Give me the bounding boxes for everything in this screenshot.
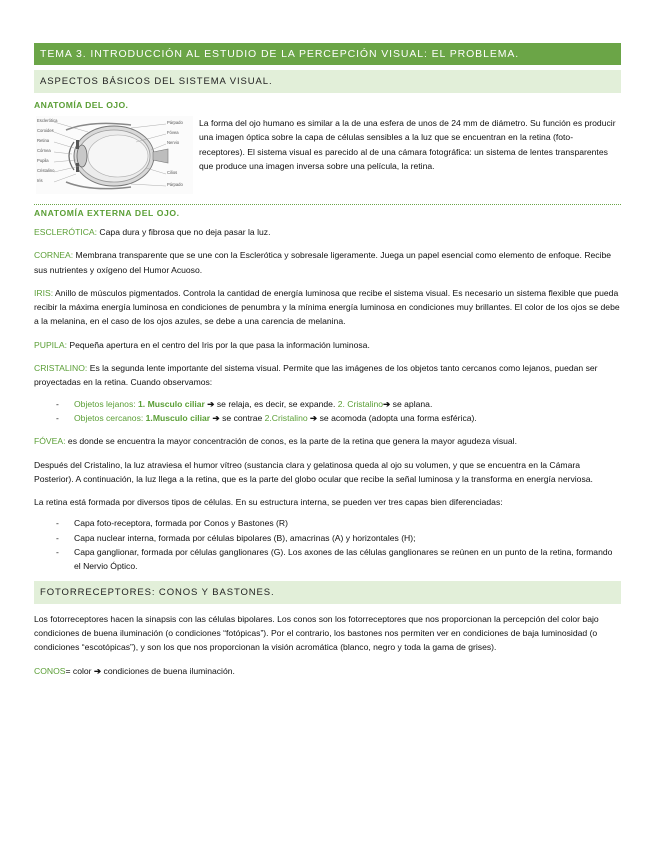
arrow-icon: ➔	[93, 665, 102, 676]
step-musculo-ciliar: 1.Musculo ciliar	[145, 412, 213, 423]
svg-text:Pupila: Pupila	[37, 158, 49, 163]
term-iris: IRIS:	[34, 287, 54, 298]
svg-text:Coroides: Coroides	[37, 128, 54, 133]
paragraph-conos	[34, 664, 621, 678]
svg-text:Retina: Retina	[37, 138, 50, 143]
paragraph-retina: La retina está formada por diversos tipos de células. En su estructura interna, se pueden ver tres capas bien diferenciadas:	[34, 497, 503, 508]
paragraph-esclerotica	[34, 225, 621, 239]
label-cercanos: Objetos cercanos:	[74, 412, 146, 423]
heading-anatomia-ojo: ANATOMÍA DEL OJO.	[34, 100, 129, 110]
term-fovea: FÓVEA:	[34, 436, 66, 447]
svg-text:Cilios: Cilios	[167, 170, 178, 175]
term-pupila: PUPILA:	[34, 339, 67, 350]
svg-text:Párpado: Párpado	[167, 182, 183, 187]
capas-list	[34, 516, 621, 573]
text-color: = color	[65, 665, 94, 676]
svg-text:Párpado: Párpado	[167, 120, 183, 125]
svg-text:Iris: Iris	[37, 178, 43, 183]
definition-iris: Anillo de músculos pigmentados. Controla la cantidad de energía luminosa que recibe el sistema visual. Es necesario un sistema flexible que pueda recibir la máxima energía luminosa en condiciones de penumbra y la mínima energía luminosa en condiciones muy brillantes. El color de los ojos se debe a la melanina, en el caso de los ojos azules, se debe a una carencia de melanina.	[34, 287, 620, 327]
definition-fovea: es donde se encuentra la mayor concentración de conos, es la parte de la retina que genera la mayor agudeza visual.	[65, 436, 517, 447]
svg-text:Esclerótica: Esclerótica	[37, 118, 58, 123]
dotted-divider	[34, 204, 621, 205]
list-item-capa: - Capa foto-receptora, formada por Conos y Bastones (R)	[56, 516, 621, 530]
svg-text:Fóvea: Fóvea	[167, 130, 179, 135]
paragraph-iris	[34, 286, 621, 329]
section-heading-aspectos: ASPECTOS BÁSICOS DEL SISTEMA VISUAL.	[34, 70, 621, 93]
eye-diagram-image	[36, 116, 193, 194]
paragraph-despues-cristalino: Después del Cristalino, la luz atraviesa el humor vítreo (sustancia clara y gelatinosa queda al ojo su volumen, y que se encuentra en la Cámara Posterior). A continuación, la luz llega a la retina, que es la parte del globo ocular que recibe la señal luminosa y la transforma en energía nerviosa.	[34, 459, 593, 484]
list-item-capa: - Capa nuclear interna, formada por células bipolares (B), amacrinas (A) y horizontales (H);	[56, 531, 621, 545]
step-cristalino: 2. Cristalino	[337, 398, 384, 409]
text-se-acomoda: se acomoda (adopta una forma esférica).	[317, 412, 477, 423]
term-cornea: CORNEA:	[34, 250, 74, 261]
text-se-aplana: se aplana.	[390, 398, 433, 409]
list-item-capa: - Capa ganglionar, formada por células ganglionares (G). Los axones de las células ganglionares se reúnen en un punto de la retina, formando el Nervio Óptico.	[56, 545, 621, 574]
step-cristalino: 2.Cristalino	[264, 412, 311, 423]
arrow-icon: ➔	[212, 412, 220, 423]
term-conos: CONOS	[34, 665, 66, 676]
paragraph-cristalino	[34, 361, 621, 390]
anatomia-paragraph: La forma del ojo humano es similar a la de una esfera de unos de 24 mm de diámetro. Su función es producir una imagen óptica sobre la capa de células sensibles a la luz que se encuentran en la retina (foto-receptores). El sistema visual es parecido al de una cámara fotográfica: un sistema de lentes transparentes que produce una imagen inversa sobre una película, la retina.	[199, 118, 616, 171]
list-item-cercanos	[56, 411, 621, 425]
term-esclerotica: ESCLERÓTICA:	[34, 227, 98, 237]
svg-text:Cristalino: Cristalino	[37, 168, 55, 173]
anatomia-block	[34, 114, 621, 204]
definition-esclerotica: Capa dura y fibrosa que no deja pasar la luz.	[97, 227, 271, 237]
svg-text:Córnea: Córnea	[37, 148, 51, 153]
paragraph-fotorreceptores: Los fotorreceptores hacen la sinapsis con las células bipolares. Los conos son los fotorreceptores que nos proporcionan la percepción del color bajo condiciones de buena iluminación (o condiciones “fotópicas”). Por el contrario, los bastones nos permiten ver en condiciones de baja luminosidad (o condiciones “escotópicas”), y son los que nos proporcionan la visión acromática (blanco, negro y toda la gama de grises).	[34, 613, 599, 653]
section-heading-fotorreceptores: FOTORRECEPTORES: CONOS Y BASTONES.	[34, 581, 621, 604]
document-page	[34, 43, 621, 678]
text-se-relaja: se relaja, es decir, se expande.	[214, 398, 338, 409]
document-title: TEMA 3. INTRODUCCIÓN AL ESTUDIO DE LA PERCEPCIÓN VISUAL: EL PROBLEMA.	[34, 43, 621, 65]
paragraph-cornea	[34, 248, 621, 277]
definition-cristalino: Es la segunda lente importante del sistema visual. Permite que las imágenes de los objetos tanto cercanos como lejanos, puedan ser proyectadas en la retina. Cuando observamos:	[34, 363, 598, 388]
list-item-lejanos	[56, 397, 621, 411]
cristalino-list	[34, 397, 621, 426]
definition-cornea: Membrana transparente que se une con la Esclerótica y sobresale ligeramente. Juega un papel esencial como elemento de enfoque. Recibe sus nutrientes y oxígeno del Humor Acuoso.	[34, 250, 612, 275]
paragraph-fovea	[34, 434, 621, 448]
paragraph-pupila	[34, 338, 621, 352]
arrow-icon: ➔	[383, 398, 391, 409]
term-cristalino: CRISTALINO:	[34, 363, 88, 374]
label-lejanos: Objetos lejanos:	[74, 398, 139, 409]
text-se-contrae: se contrae	[219, 412, 265, 423]
arrow-icon: ➔	[310, 412, 318, 423]
text-condiciones: condiciones de buena iluminación.	[101, 665, 235, 676]
heading-anatomia-externa: ANATOMÍA EXTERNA DEL OJO.	[34, 208, 180, 218]
definition-pupila: Pequeña apertura en el centro del Iris por la que pasa la información luminosa.	[66, 339, 370, 350]
svg-text:Nervio: Nervio	[167, 140, 180, 145]
step-musculo-ciliar: 1. Musculo ciliar	[138, 398, 208, 409]
arrow-icon: ➔	[207, 398, 215, 409]
